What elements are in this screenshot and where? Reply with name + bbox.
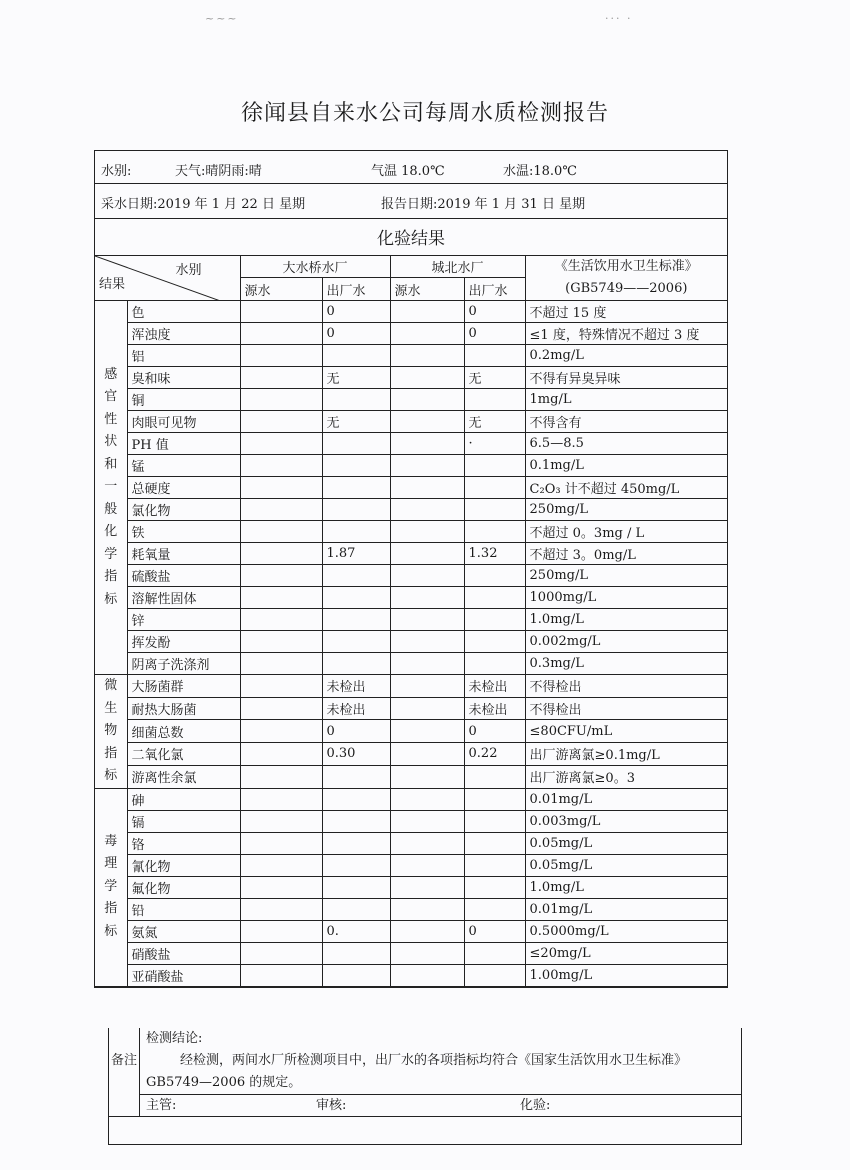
- table-row: [95, 854, 727, 876]
- plant2-source-value: [390, 499, 464, 521]
- standard-value: ≤20mg/L: [525, 942, 727, 964]
- notes-body: [140, 1028, 741, 1116]
- item-name: PH 值: [127, 433, 240, 455]
- standard-header-line2: (GB5749——2006): [565, 281, 688, 296]
- category-toxic: 毒理学指标: [95, 788, 127, 986]
- plant2-source-header: 源水: [390, 278, 464, 301]
- plant1-outlet-value: [322, 499, 390, 521]
- plant1-source-value: [240, 345, 322, 367]
- plant2-source-value: [390, 920, 464, 942]
- plant2-outlet-value: [464, 832, 525, 854]
- plant1-outlet-value: 1.87: [322, 543, 390, 565]
- plant1-outlet-value: 0.30: [322, 743, 390, 766]
- plant2-outlet-value: [464, 455, 525, 477]
- plant2-outlet-value: 1.32: [464, 543, 525, 565]
- item-name: 色: [127, 301, 240, 323]
- plant2-source-value: [390, 788, 464, 810]
- plant2-source-value: [390, 876, 464, 898]
- plant2-outlet-header: 出厂水: [464, 278, 525, 301]
- plant2-source-value: [390, 743, 464, 766]
- plant1-outlet-value: 0: [322, 720, 390, 743]
- item-name: 亚硝酸盐: [127, 964, 240, 986]
- plant2-outlet-value: [464, 631, 525, 653]
- standard-value: 0.05mg/L: [525, 854, 727, 876]
- standard-value: 不得含有: [525, 411, 727, 433]
- item-name: 挥发酚: [127, 631, 240, 653]
- plant1-source-value: [240, 964, 322, 986]
- item-name: 二氧化氯: [127, 743, 240, 766]
- plant2-outlet-value: ·: [464, 433, 525, 455]
- plant2-source-value: [390, 609, 464, 631]
- plant1-source-value: [240, 920, 322, 942]
- header-row-1: [95, 256, 727, 278]
- plant1-outlet-value: [322, 765, 390, 788]
- info-row-weather: [95, 151, 727, 184]
- notes-label-text: 备注: [110, 1053, 137, 1068]
- plant2-outlet-value: 未检出: [464, 675, 525, 698]
- conclusion-line-2: GB5749—2006 的规定。: [146, 1075, 302, 1090]
- item-name: 铁: [127, 521, 240, 543]
- info-row-dates: [95, 184, 727, 219]
- plant2-source-value: [390, 854, 464, 876]
- item-name: 铬: [127, 832, 240, 854]
- standard-value: 不得有异臭异味: [525, 367, 727, 389]
- plant1-source-value: [240, 720, 322, 743]
- table-row: [95, 499, 727, 521]
- plant1-source-value: [240, 411, 322, 433]
- plant1-outlet-value: [322, 631, 390, 653]
- standard-value: 0.5000mg/L: [525, 920, 727, 942]
- item-name: 硫酸盐: [127, 565, 240, 587]
- table-row: [95, 942, 727, 964]
- item-name: 镉: [127, 810, 240, 832]
- plant2-outlet-value: 未检出: [464, 697, 525, 720]
- standard-value: 250mg/L: [525, 565, 727, 587]
- plant2-outlet-value: [464, 653, 525, 675]
- standard-value: 不超过 3。0mg/L: [525, 543, 727, 565]
- item-name: 铝: [127, 345, 240, 367]
- plant1-outlet-value: [322, 964, 390, 986]
- plant2-outlet-value: 0: [464, 920, 525, 942]
- standard-value: 0.002mg/L: [525, 631, 727, 653]
- signature-row: [140, 1094, 741, 1117]
- standard-value: 1.0mg/L: [525, 876, 727, 898]
- plant1-source-value: [240, 301, 322, 323]
- item-name: 总硬度: [127, 477, 240, 499]
- plant1-outlet-value: [322, 898, 390, 920]
- item-name: 细菌总数: [127, 720, 240, 743]
- plant1-outlet-value: [322, 876, 390, 898]
- table-row: [95, 964, 727, 986]
- plant1-source-value: [240, 810, 322, 832]
- plant1-outlet-value: [322, 477, 390, 499]
- weather-field: 天气:晴阴雨:晴: [175, 164, 262, 179]
- plant1-outlet-value: [322, 788, 390, 810]
- plant2-source-value: [390, 631, 464, 653]
- standard-value: 0.003mg/L: [525, 810, 727, 832]
- plant2-header: 城北水厂: [390, 256, 525, 278]
- plant2-outlet-value: 0: [464, 323, 525, 345]
- blank-footer-row: [108, 1116, 742, 1145]
- plant2-source-value: [390, 345, 464, 367]
- table-row: [95, 788, 727, 810]
- plant1-source-value: [240, 942, 322, 964]
- report-frame: [94, 150, 728, 988]
- standard-value: 0.01mg/L: [525, 898, 727, 920]
- plant1-outlet-value: [322, 653, 390, 675]
- table-row: [95, 832, 727, 854]
- standard-value: 250mg/L: [525, 499, 727, 521]
- plant2-outlet-value: [464, 942, 525, 964]
- item-name: 氰化物: [127, 854, 240, 876]
- item-name: 硝酸盐: [127, 942, 240, 964]
- item-name: 砷: [127, 788, 240, 810]
- plant1-outlet-value: [322, 455, 390, 477]
- item-name: 肉眼可见物: [127, 411, 240, 433]
- table-row: [95, 743, 727, 766]
- plant1-outlet-value: 0: [322, 323, 390, 345]
- plant1-source-value: [240, 433, 322, 455]
- table-row: [95, 565, 727, 587]
- plant2-source-value: [390, 720, 464, 743]
- plant1-outlet-value: [322, 345, 390, 367]
- plant2-source-value: [390, 521, 464, 543]
- standard-value: 0.2mg/L: [525, 345, 727, 367]
- plant1-source-value: [240, 565, 322, 587]
- plant1-source-value: [240, 854, 322, 876]
- table-row: [95, 609, 727, 631]
- standard-header: [525, 256, 727, 301]
- item-name: 氯化物: [127, 499, 240, 521]
- plant1-source-value: [240, 587, 322, 609]
- scan-mark: ··· ·: [605, 12, 633, 25]
- plant1-outlet-value: 0.: [322, 920, 390, 942]
- plant2-source-value: [390, 455, 464, 477]
- table-row: [95, 631, 727, 653]
- standard-value: 0.05mg/L: [525, 832, 727, 854]
- table-row: [95, 675, 727, 698]
- standard-value: ≤1 度，特殊情况不超过 3 度: [525, 323, 727, 345]
- plant1-outlet-value: [322, 810, 390, 832]
- item-name: 铜: [127, 389, 240, 411]
- results-table: [95, 256, 727, 987]
- plant1-source-value: [240, 367, 322, 389]
- table-row: [95, 765, 727, 788]
- notes-block: [108, 1028, 742, 1117]
- plant1-source-value: [240, 543, 322, 565]
- sample-date-field: 采水日期:2019 年 1 月 22 日 星期: [101, 197, 306, 212]
- table-row: [95, 411, 727, 433]
- supervisor-label: 主管:: [146, 1098, 177, 1113]
- scan-mark: ~~~: [205, 12, 239, 25]
- table-row: [95, 323, 727, 345]
- plant2-outlet-value: [464, 876, 525, 898]
- plant1-source-value: [240, 323, 322, 345]
- water-type-label: 水别:: [101, 164, 132, 179]
- table-row: [95, 301, 727, 323]
- plant2-source-value: [390, 367, 464, 389]
- item-name: 浑浊度: [127, 323, 240, 345]
- plant1-source-value: [240, 697, 322, 720]
- diagonal-header-cell: [95, 256, 240, 301]
- standard-value: 不超过 0。3mg / L: [525, 521, 727, 543]
- table-row: [95, 477, 727, 499]
- plant1-outlet-value: [322, 565, 390, 587]
- standard-value: 1.0mg/L: [525, 609, 727, 631]
- plant1-outlet-value: [322, 609, 390, 631]
- standard-value: 1000mg/L: [525, 587, 727, 609]
- plant1-source-value: [240, 765, 322, 788]
- standard-value: 出厂游离氯≥0。3: [525, 765, 727, 788]
- plant1-source-header: 源水: [240, 278, 322, 301]
- plant1-source-value: [240, 455, 322, 477]
- plant2-outlet-value: [464, 477, 525, 499]
- plant2-outlet-value: [464, 810, 525, 832]
- table-row: [95, 810, 727, 832]
- results-body: [95, 256, 727, 986]
- table-row: [95, 433, 727, 455]
- plant2-source-value: [390, 697, 464, 720]
- plant1-outlet-value: [322, 521, 390, 543]
- plant2-outlet-value: [464, 389, 525, 411]
- table-row: [95, 920, 727, 942]
- item-name: 耐热大肠菌: [127, 697, 240, 720]
- item-name: 游离性余氯: [127, 765, 240, 788]
- report-title: 徐闻县自来水公司每周水质检测报告: [240, 101, 609, 126]
- plant1-source-value: [240, 832, 322, 854]
- plant1-outlet-value: [322, 942, 390, 964]
- plant2-outlet-value: [464, 898, 525, 920]
- plant2-source-value: [390, 389, 464, 411]
- standard-value: ≤80CFU/mL: [525, 720, 727, 743]
- standard-value: 1mg/L: [525, 389, 727, 411]
- plant2-source-value: [390, 653, 464, 675]
- standard-value: 出厂游离氯≥0.1mg/L: [525, 743, 727, 766]
- standard-value: 不得检出: [525, 675, 727, 698]
- plant2-outlet-value: [464, 521, 525, 543]
- plant1-outlet-value: [322, 587, 390, 609]
- plant1-source-value: [240, 898, 322, 920]
- plant1-outlet-value: 未检出: [322, 675, 390, 698]
- water-temp-field: 水温:18.0℃: [503, 164, 577, 179]
- item-name: 阴离子洗涤剂: [127, 653, 240, 675]
- plant2-source-value: [390, 675, 464, 698]
- standard-value: 1.00mg/L: [525, 964, 727, 986]
- standard-value: C₂O₃ 计不超过 450mg/L: [525, 477, 727, 499]
- plant1-source-value: [240, 788, 322, 810]
- table-row: [95, 697, 727, 720]
- diag-top-label: 水别: [175, 263, 202, 278]
- plant1-header: 大水桥水厂: [240, 256, 390, 278]
- plant1-source-value: [240, 389, 322, 411]
- plant2-source-value: [390, 565, 464, 587]
- plant2-source-value: [390, 301, 464, 323]
- table-row: [95, 876, 727, 898]
- plant1-outlet-value: 无: [322, 411, 390, 433]
- item-name: 铅: [127, 898, 240, 920]
- plant2-outlet-value: 0: [464, 720, 525, 743]
- plant2-outlet-value: [464, 499, 525, 521]
- plant2-outlet-value: [464, 587, 525, 609]
- plant2-source-value: [390, 810, 464, 832]
- item-name: 耗氧量: [127, 543, 240, 565]
- table-row: [95, 367, 727, 389]
- section-title: 化验结果: [95, 219, 727, 256]
- standard-value: 0.01mg/L: [525, 788, 727, 810]
- plant2-source-value: [390, 543, 464, 565]
- plant2-source-value: [390, 477, 464, 499]
- plant2-outlet-value: [464, 788, 525, 810]
- table-row: [95, 455, 727, 477]
- report-date-field: 报告日期:2019 年 1 月 31 日 星期: [381, 197, 586, 212]
- reviewer-label: 审核:: [316, 1098, 347, 1113]
- plant1-outlet-header: 出厂水: [322, 278, 390, 301]
- standard-value: 0.1mg/L: [525, 455, 727, 477]
- standard-value: 不超过 15 度: [525, 301, 727, 323]
- plant2-outlet-value: 无: [464, 411, 525, 433]
- notes-label: [109, 1028, 140, 1116]
- plant1-source-value: [240, 631, 322, 653]
- plant2-outlet-value: 0: [464, 301, 525, 323]
- plant2-outlet-value: [464, 565, 525, 587]
- plant1-source-value: [240, 609, 322, 631]
- diag-bottom-label: 结果: [99, 277, 126, 292]
- plant1-outlet-value: [322, 832, 390, 854]
- plant1-outlet-value: [322, 389, 390, 411]
- plant1-outlet-value: 无: [322, 367, 390, 389]
- plant2-outlet-value: 0.22: [464, 743, 525, 766]
- plant2-source-value: [390, 411, 464, 433]
- standard-value: 不得检出: [525, 697, 727, 720]
- table-row: [95, 653, 727, 675]
- plant2-source-value: [390, 898, 464, 920]
- item-name: 氨氮: [127, 920, 240, 942]
- plant2-outlet-value: [464, 964, 525, 986]
- plant2-source-value: [390, 765, 464, 788]
- plant2-outlet-value: [464, 854, 525, 876]
- plant1-source-value: [240, 477, 322, 499]
- plant1-outlet-value: [322, 433, 390, 455]
- plant1-source-value: [240, 521, 322, 543]
- standard-value: 6.5—8.5: [525, 433, 727, 455]
- plant2-source-value: [390, 587, 464, 609]
- plant2-outlet-value: [464, 609, 525, 631]
- table-row: [95, 543, 727, 565]
- standard-value: 0.3mg/L: [525, 653, 727, 675]
- plant1-outlet-value: 未检出: [322, 697, 390, 720]
- item-name: 氟化物: [127, 876, 240, 898]
- item-name: 溶解性固体: [127, 587, 240, 609]
- table-row: [95, 898, 727, 920]
- plant2-source-value: [390, 832, 464, 854]
- item-name: 臭和味: [127, 367, 240, 389]
- tester-label: 化验:: [520, 1098, 551, 1113]
- plant2-outlet-value: 无: [464, 367, 525, 389]
- air-temp-field: 气温 18.0℃: [371, 164, 445, 179]
- category-sensory: 感官性状和一般化学指标: [95, 301, 127, 675]
- plant1-outlet-value: 0: [322, 301, 390, 323]
- conclusion-heading: 检测结论:: [146, 1031, 203, 1046]
- category-micro: 微生物指标: [95, 675, 127, 789]
- plant2-source-value: [390, 964, 464, 986]
- plant2-source-value: [390, 323, 464, 345]
- plant2-outlet-value: [464, 765, 525, 788]
- conclusion-line-1: 经检测，两间水厂所检测项目中，出厂水的各项指标均符合《国家生活饮用水卫生标准》: [180, 1053, 688, 1068]
- plant1-outlet-value: [322, 854, 390, 876]
- table-row: [95, 521, 727, 543]
- plant2-outlet-value: [464, 345, 525, 367]
- item-name: 锰: [127, 455, 240, 477]
- table-row: [95, 587, 727, 609]
- item-name: 锌: [127, 609, 240, 631]
- table-row: [95, 345, 727, 367]
- plant1-source-value: [240, 499, 322, 521]
- plant1-source-value: [240, 876, 322, 898]
- plant1-source-value: [240, 743, 322, 766]
- standard-header-line1: 《生活饮用水卫生标准》: [554, 259, 698, 274]
- item-name: 大肠菌群: [127, 675, 240, 698]
- plant2-source-value: [390, 942, 464, 964]
- plant1-source-value: [240, 653, 322, 675]
- table-row: [95, 720, 727, 743]
- plant2-source-value: [390, 433, 464, 455]
- table-row: [95, 389, 727, 411]
- plant1-source-value: [240, 675, 322, 698]
